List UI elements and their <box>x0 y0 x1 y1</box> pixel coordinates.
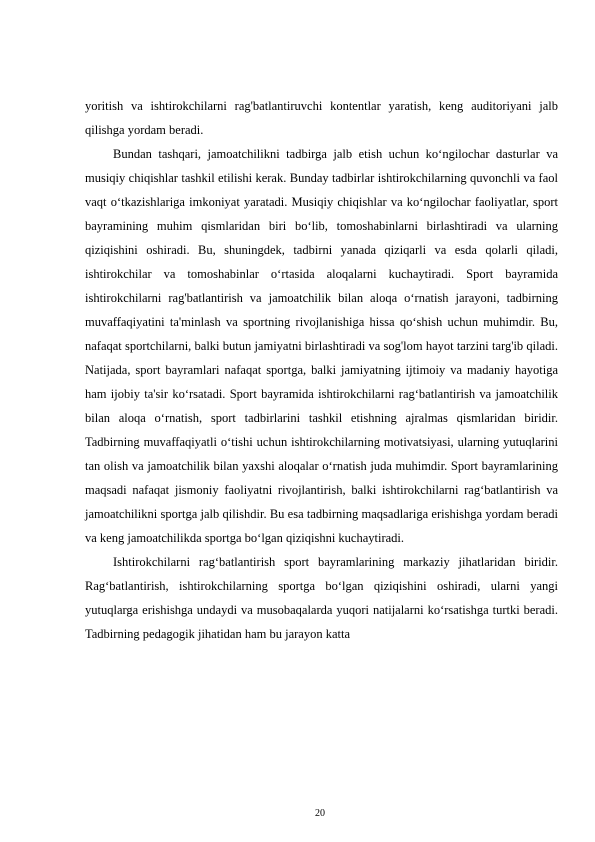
paragraph-events-engagement: Bundan tashqari, jamoatchilikni tadbirga jalb etish uchun ko‘ngilochar dasturlar va musiqiy chiqishlar tashkil etilishi kerak. Bunday tadbirlar ishtirokchilarning quvonchli va faol vaqt o‘tkazishlariga imkoniyat yaratadi. Musiqiy chiqishlar va ko‘ngilochar faoliyatlar, sport bayramining muhim qismlaridan biri bo‘lib, tomoshabinlarni birlashtiradi va ularning qiziqishini oshiradi. Bu, shuningdek, tadbirni yanada qiziqarli va esda qolarli qiladi, ishtirokchilar va tomoshabinlar o‘rtasida aloqalarni kuchaytiradi. Sport bayramida ishtirokchilarni rag'batlantirish va jamoatchilik bilan aloqa o‘rnatish jarayoni, tadbirning muvaffaqiyatini ta'minlash va sportning rivojlanishiga hissa qo‘shish uchun muhimdir. Bu, nafaqat sportchilarni, balki butun jamiyatni birlashtiradi va sog'lom hayot tarzini targ'ib qiladi. Natijada, sport bayramlari nafaqat sportga, balki jamiyatning ijtimoiy va madaniy hayotiga ham ijobiy ta'sir ko‘rsatadi. Sport bayramida ishtirokchilarni rag‘batlantirish va jamoatchilik bilan aloqa o‘rnatish, sport tadbirlarini tashkil etishning ajralmas qismlaridan biridir. Tadbirning muvaffaqiyatli o‘tishi uchun ishtirokchilarning motivatsiyasi, ularning yutuqlarini tan olish va jamoatchilik bilan yaxshi aloqalar o‘rnatish juda muhimdir. Sport bayramlarining maqsadi nafaqat jismoniy faoliyatni rivojlantirish, balki ishtirokchilarni rag‘batlantirish va jamoatchilikni sportga jalb qilishdir. Bu esa tadbirning maqsadlariga erishishga yordam beradi va keng jamoatchilikda sportga bo‘lgan qiziqishni kuchaytiradi. <box>85 147 558 545</box>
paragraph-continuation: yoritish va ishtirokchilarni rag'batlantiruvchi kontentlar yaratish, keng auditoriyani jalb qilishga yordam beradi. <box>85 99 558 137</box>
page-number: 20 <box>315 808 325 819</box>
page-body <box>85 94 558 646</box>
paragraph-participant-motivation: Ishtirokchilarni rag‘batlantirish sport bayramlarining markaziy jihatlaridan biridir. Rag‘batlantirish, ishtirokchilarning sportga bo‘lgan qiziqishini oshiradi, ularni yangi yutuqlarga erishishga undaydi va musobaqalarda yuqori natijalarni ko‘rsatishga turtki beradi. Tadbirning pedagogik jihatidan ham bu jarayon katta <box>85 555 558 641</box>
